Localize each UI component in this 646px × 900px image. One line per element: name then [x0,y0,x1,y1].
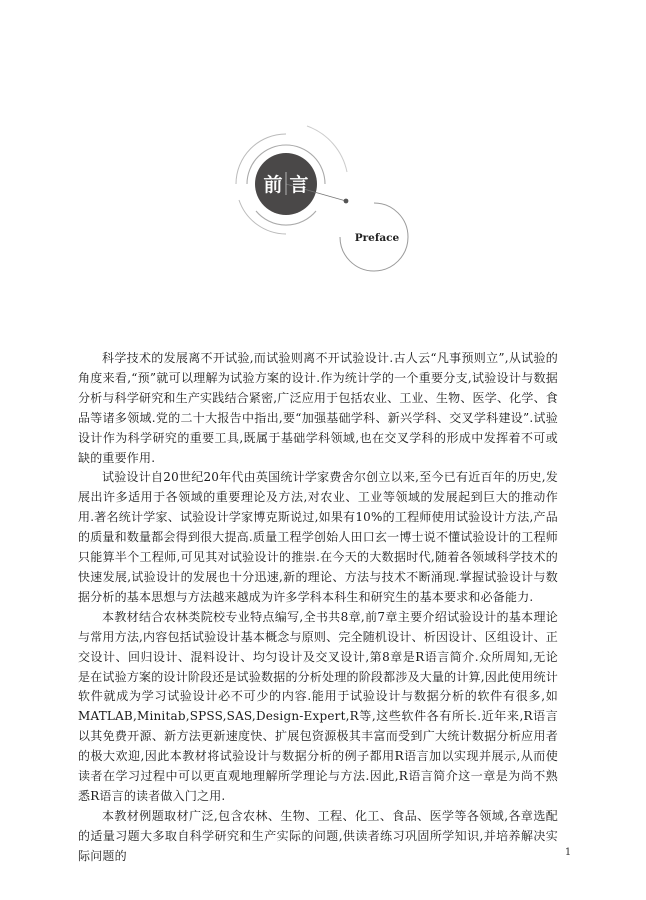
paragraph: 本教材结合农林类院校专业特点编写,全书共8章,前7章主要介绍试验设计的基本理论与常用方法,内容包括试验设计基本概念与原则、完全随机设计、析因设计、区组设计、正交设计、回归设计、混料设计、均匀设计及交叉设计,第8章是R语言简介.众所周知,无论是在试验方案的设计阶段还是试验数据的分析处理的阶段都涉及大量的计算,因此使用统计软件就成为学习试验设计必不可少的内容.能用于试验设计与数据分析的软件有很多,如MATLAB,Minitab,SPSS,SAS,Design-Expert,R等,这些软件各有所长.近年来,R语言以其免费开源、新方法更新速度快、扩展包资源极其丰富而受到广大统计数据分析应用者的极大欢迎,因此本教材将试验设计与数据分析的例子都用R语言加以实现并展示,从而使读者在学习过程中可以更直观地理解所学理论与方法.因此,R语言简介这一章是为尚不熟悉R语言的读者做入门之用. [78,609,558,803]
far-ring-arc [307,126,347,172]
connector-dot [344,199,349,204]
preface-body [78,349,558,867]
paragraph: 科学技术的发展离不开试验,而试验则离不开试验设计.古人云“凡事预则立”,从试验的角度来看,“预”就可以理解为试验方案的设计.作为统计学的一个重要分支,试验设计与数据分析与科学研究和生产实践结合紧密,广泛应用于包括农业、工业、生物、医学、化学、食品等诸多领域.党的二十大报告中指出,要“加强基础学科、新兴学科、交叉学科建设”.试验设计作为科学研究的重要工具,既属于基础学科领域,也在交叉学科的形成中发挥着不可或缺的重要作用. [78,351,558,465]
preface-emblem [225,100,415,290]
subtitle: Preface [354,232,400,244]
title-first-char: 前 [263,174,283,196]
paragraph: 本教材例题取材广泛,包含农林、生物、工程、化工、食品、医学等各领域,各章选配的适量习题大多取自科学研究和生产实际的问题,供读者练习巩固所学知识,并培养解决实际问题的 [78,808,558,863]
page-number: 1 [564,847,572,858]
title-second-char: 言 [289,174,309,196]
paragraph: 试验设计自20世纪20年代由英国统计学家费舍尔创立以来,至今已有近百年的历史,发展出许多适用于各领域的重要理论及方法,对农业、工业等领域的发展起到巨大的推动作用.著名统计学家、试验设计学家博克斯说过,如果有10%的工程师使用试验设计方法,产品的质量和数量都会得到很大提高.质量工程学创始人田口玄一博士说不懂试验设计的工程师只能算半个工程师,可见其对试验设计的推崇.在今天的大数据时代,随着各领域科学技术的快速发展,试验设计的发展也十分迅速,新的理论、方法与技术不断涌现.掌握试验设计与数据分析的基本思想与方法越来越成为许多学科本科生和研究生的基本要求和必备能力. [78,470,558,604]
preface-emblem-graphic [225,100,415,290]
